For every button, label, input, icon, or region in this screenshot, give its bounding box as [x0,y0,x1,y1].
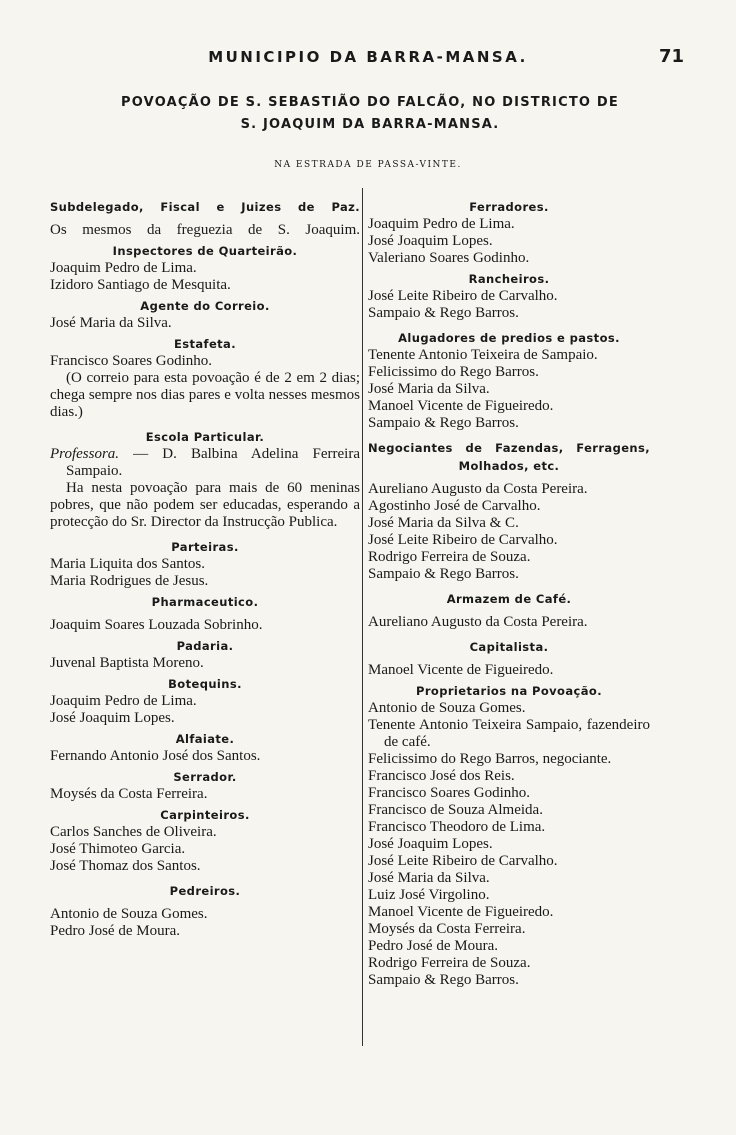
list-item: Fernando Antonio José dos Santos. [50,748,261,764]
heading-proprietarios: Proprietarios na Povoação. [416,684,602,698]
escola-note: Ha nesta povoação para mais de 60 meninas pobres, que não podem ser educadas, esperando a protecção do Sr. Director da Instrucção Publica. [50,480,360,530]
list-item: Sampaio & Rego Barros. [368,305,519,321]
heading-escola: Escola Particular. [145,430,265,444]
list-item: Antonio de Souza Gomes. [368,700,526,716]
heading-pharmaceutico: Pharmaceutico. [151,595,259,609]
list-item: Felicissimo do Rego Barros, negociante. [368,751,612,767]
list-item: Sampaio & Rego Barros. [368,972,519,988]
list-item: Tenente Antonio Teixeira Sampaio, fazendeiro de café. [368,717,650,750]
list-item: José Leite Ribeiro de Carvalho. [368,532,558,548]
list-item: Juvenal Baptista Moreno. [50,655,204,671]
list-item: Izidoro Santiago de Mesquita. [50,277,231,293]
estafeta-note: (O correio para esta povoação é de 2 em 2 dias; chega sempre nos dias pares e volta nesses mesmos dias.) [50,370,360,420]
list-item: Antonio de Souza Gomes. [50,906,208,922]
right-column [368,192,650,989]
list-item: Francisco de Souza Almeida. [368,802,543,818]
heading-negociantes-line-2: Molhados, etc. [458,459,560,473]
heading-alfaiate: Alfaiate. [175,732,235,746]
list-item: José Leite Ribeiro de Carvalho. [368,288,558,304]
list-item: Moysés da Costa Ferreira. [50,786,208,802]
list-item: Aureliano Augusto da Costa Pereira. [368,614,588,630]
list-item: Joaquim Pedro de Lima. [50,693,197,709]
page-number: 71 [658,46,684,67]
heading-carpinteiros: Carpinteiros. [160,808,250,822]
left-column [50,192,360,940]
heading-estafeta: Estafeta. [174,337,236,351]
list-item: José Joaquim Lopes. [368,836,493,852]
list-item: Aureliano Augusto da Costa Pereira. [368,481,588,497]
list-item: José Maria da Silva. [368,381,490,397]
list-item: José Thomaz dos Santos. [50,858,201,874]
list-item: Joaquim Pedro de Lima. [50,260,197,276]
section-subtitle: NA ESTRADA DE PASSA-VINTE. [274,160,462,170]
heading-botequins: Botequins. [168,677,242,691]
list-item: José Joaquim Lopes. [368,233,493,249]
list-item: Moysés da Costa Ferreira. [368,921,526,937]
running-title: MUNICIPIO DA BARRA-MANSA. [208,48,528,66]
list-item: José Joaquim Lopes. [50,710,175,726]
section-title-line-2: S. JOAQUIM DA BARRA-MANSA. [240,117,500,132]
escola-professora [50,446,360,480]
heading-armazem: Armazem de Café. [446,592,572,606]
list-item: José Maria da Silva. [50,315,172,331]
list-item: Francisco Soares Godinho. [50,353,213,369]
list-item: José Leite Ribeiro de Carvalho. [368,853,558,869]
heading-ferradores: Ferradores. [469,200,549,214]
professora-name: — D. Balbina Adelina Ferreira Sampaio. [66,446,360,479]
column-divider [362,188,363,1046]
list-item: José Maria da Silva & C. [368,515,519,531]
list-item: Pedro José de Moura. [50,923,180,939]
list-item: Francisco José dos Reis. [368,768,515,784]
heading-serrador: Serrador. [173,770,237,784]
list-item: Rodrigo Ferreira de Souza. [368,549,531,565]
list-item: Felicissimo do Rego Barros. [368,364,539,380]
subdelegado-text: Os mesmos da freguezia de S. Joaquim. [50,222,360,238]
list-item: Valeriano Soares Godinho. [368,250,530,266]
list-item: Joaquim Pedro de Lima. [368,216,515,232]
heading-pedreiros: Pedreiros. [169,884,241,898]
heading-agente-correio: Agente do Correio. [140,299,270,313]
list-item: Carlos Sanches de Oliveira. [50,824,217,840]
list-item: Agostinho José de Carvalho. [368,498,541,514]
list-item: Manoel Vicente de Figueiredo. [368,904,554,920]
section-title-line-1: POVOAÇÃO DE S. SEBASTIÃO DO FALCÃO, NO DISTRICTO DE [121,95,619,110]
heading-alugadores: Alugadores de predios e pastos. [398,331,620,345]
list-item: José Maria da Silva. [368,870,490,886]
heading-parteiras: Parteiras. [171,540,239,554]
heading-subdelegado: Subdelegado, Fiscal e Juizes de Paz. [50,200,360,214]
list-item: Maria Rodrigues de Jesus. [50,573,209,589]
professora-label: Professora. [50,446,120,462]
list-item: Sampaio & Rego Barros. [368,566,519,582]
heading-padaria: Padaria. [176,639,234,653]
heading-capitalista: Capitalista. [469,640,549,654]
heading-negociantes-line-1: Negociantes de Fazendas, Ferragens, [368,441,650,455]
list-item: Maria Liquita dos Santos. [50,556,205,572]
heading-rancheiros: Rancheiros. [468,272,550,286]
heading-inspectores: Inspectores de Quarteirão. [112,244,298,258]
list-item: José Thimoteo Garcia. [50,841,186,857]
list-item: Manoel Vicente de Figueiredo. [368,398,554,414]
list-item: Manoel Vicente de Figueiredo. [368,662,554,678]
list-item: Rodrigo Ferreira de Souza. [368,955,531,971]
list-item: Sampaio & Rego Barros. [368,415,519,431]
list-item: Pedro José de Moura. [368,938,498,954]
list-item: Francisco Soares Godinho. [368,785,531,801]
list-item: Joaquim Soares Louzada Sobrinho. [50,617,263,633]
list-item: Tenente Antonio Teixeira de Sampaio. [368,347,598,363]
list-item: Luiz José Virgolino. [368,887,490,903]
list-item: Francisco Theodoro de Lima. [368,819,546,835]
